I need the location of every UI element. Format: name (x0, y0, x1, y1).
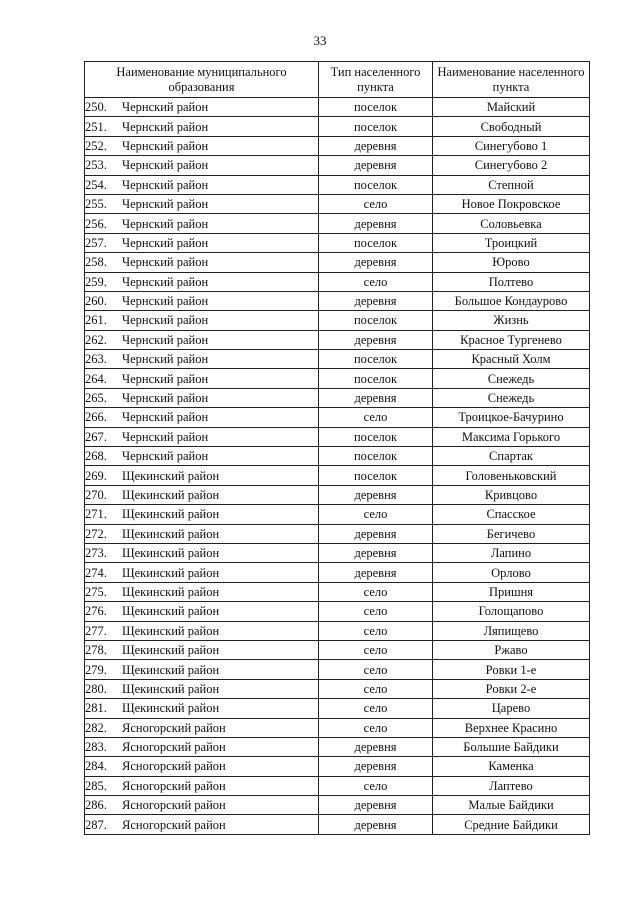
district-name: Щекинский район (122, 681, 220, 696)
municipality-cell (85, 640, 319, 659)
municipality-cell (85, 815, 319, 834)
municipality-cell (85, 156, 319, 175)
table-row (85, 233, 590, 252)
settlement-name-cell: Верхнее Красино (433, 718, 590, 737)
settlement-name-cell: Ржаво (433, 640, 590, 659)
table-row (85, 369, 590, 388)
table-row (85, 291, 590, 310)
district-name: Чернский район (122, 177, 209, 192)
municipality-cell (85, 427, 319, 446)
district-name: Щекинский район (122, 623, 220, 638)
row-number: 286. (85, 798, 107, 813)
settlement-name-cell: Большие Байдики (433, 737, 590, 756)
settlement-type-cell: деревня (319, 815, 433, 834)
table-row (85, 330, 590, 349)
settlement-name-cell: Ровки 2-е (433, 679, 590, 698)
municipality-cell (85, 757, 319, 776)
row-number: 266. (85, 410, 107, 425)
table-row (85, 815, 590, 834)
municipality-cell (85, 796, 319, 815)
settlement-type-cell: поселок (319, 233, 433, 252)
settlement-name-cell: Синегубово 1 (433, 136, 590, 155)
table-row (85, 485, 590, 504)
table-row (85, 136, 590, 155)
row-number: 260. (85, 294, 107, 309)
district-name: Чернский район (122, 449, 209, 464)
settlement-name-cell: Кривцово (433, 485, 590, 504)
settlement-name-cell: Бегичево (433, 524, 590, 543)
district-name: Чернский район (122, 138, 209, 153)
table-row (85, 776, 590, 795)
table-row (85, 350, 590, 369)
municipality-cell (85, 388, 319, 407)
settlement-name-cell: Полтево (433, 272, 590, 291)
municipality-cell (85, 737, 319, 756)
district-name: Ясногорский район (122, 759, 226, 774)
settlement-type-cell: село (319, 505, 433, 524)
settlement-type-cell: село (319, 776, 433, 795)
settlement-name-cell: Пришня (433, 582, 590, 601)
row-number: 275. (85, 584, 107, 599)
district-name: Щекинский район (122, 701, 220, 716)
district-name: Ясногорский район (122, 720, 226, 735)
row-number: 255. (85, 197, 107, 212)
district-name: Ясногорский район (122, 740, 226, 755)
table-row (85, 427, 590, 446)
table-header-row (85, 62, 590, 98)
municipality-cell (85, 117, 319, 136)
settlement-name-cell: Малые Байдики (433, 796, 590, 815)
header-settlement-name: Наименование населенного пункта (433, 62, 590, 98)
settlement-type-cell: село (319, 272, 433, 291)
settlement-type-cell: село (319, 194, 433, 213)
settlement-type-cell: деревня (319, 563, 433, 582)
district-name: Чернский район (122, 294, 209, 309)
district-name: Щекинский район (122, 604, 220, 619)
municipality-cell (85, 776, 319, 795)
table-row (85, 582, 590, 601)
settlement-name-cell: Спасское (433, 505, 590, 524)
settlement-type-cell: деревня (319, 485, 433, 504)
settlement-name-cell: Ровки 1-е (433, 660, 590, 679)
settlement-name-cell: Юрово (433, 253, 590, 272)
settlement-name-cell: Царево (433, 699, 590, 718)
district-name: Чернский район (122, 352, 209, 367)
settlement-type-cell: деревня (319, 291, 433, 310)
table-row (85, 796, 590, 815)
settlement-type-cell: село (319, 718, 433, 737)
settlement-name-cell: Троицкое-Бачурино (433, 408, 590, 427)
settlement-type-cell: поселок (319, 350, 433, 369)
table-row (85, 543, 590, 562)
district-name: Щекинский район (122, 526, 220, 541)
district-name: Чернский район (122, 197, 209, 212)
settlement-name-cell: Лаптево (433, 776, 590, 795)
settlement-type-cell: деревня (319, 388, 433, 407)
settlement-type-cell: село (319, 602, 433, 621)
row-number: 262. (85, 332, 107, 347)
row-number: 267. (85, 429, 107, 444)
settlement-name-cell: Новое Покровское (433, 194, 590, 213)
row-number: 257. (85, 235, 107, 250)
district-name: Чернский район (122, 391, 209, 406)
municipality-cell (85, 524, 319, 543)
settlement-type-cell: село (319, 679, 433, 698)
row-number: 283. (85, 740, 107, 755)
municipality-cell (85, 679, 319, 698)
settlement-type-cell: село (319, 582, 433, 601)
table-row (85, 699, 590, 718)
municipality-cell (85, 602, 319, 621)
row-number: 282. (85, 720, 107, 735)
settlement-type-cell: деревня (319, 136, 433, 155)
municipality-cell (85, 447, 319, 466)
municipality-cell (85, 291, 319, 310)
settlement-type-cell: поселок (319, 369, 433, 388)
row-number: 285. (85, 778, 107, 793)
district-name: Чернский район (122, 100, 209, 115)
district-name: Чернский район (122, 119, 209, 134)
settlement-type-cell: поселок (319, 175, 433, 194)
row-number: 274. (85, 565, 107, 580)
row-number: 271. (85, 507, 107, 522)
district-name: Щекинский район (122, 584, 220, 599)
settlement-type-cell: поселок (319, 311, 433, 330)
row-number: 250. (85, 100, 107, 115)
table-row (85, 660, 590, 679)
table-row (85, 253, 590, 272)
settlement-name-cell: Степной (433, 175, 590, 194)
district-name: Чернский район (122, 274, 209, 289)
district-name: Чернский район (122, 371, 209, 386)
municipality-cell (85, 369, 319, 388)
settlement-name-cell: Спартак (433, 447, 590, 466)
settlement-name-cell: Лапино (433, 543, 590, 562)
row-number: 263. (85, 352, 107, 367)
municipality-cell (85, 350, 319, 369)
table-row (85, 621, 590, 640)
settlement-name-cell: Красное Тургенево (433, 330, 590, 349)
table-row (85, 524, 590, 543)
table-row (85, 640, 590, 659)
table-body (85, 98, 590, 835)
row-number: 273. (85, 546, 107, 561)
row-number: 252. (85, 138, 107, 153)
district-name: Ясногорский район (122, 798, 226, 813)
settlement-type-cell: деревня (319, 757, 433, 776)
municipality-cell (85, 408, 319, 427)
table-row (85, 718, 590, 737)
municipality-cell (85, 214, 319, 233)
row-number: 276. (85, 604, 107, 619)
settlement-name-cell: Орлово (433, 563, 590, 582)
settlement-name-cell: Головеньковский (433, 466, 590, 485)
table-row (85, 117, 590, 136)
municipality-cell (85, 582, 319, 601)
municipality-cell (85, 563, 319, 582)
district-name: Чернский район (122, 313, 209, 328)
table-row (85, 98, 590, 117)
settlement-name-cell: Ляпищево (433, 621, 590, 640)
table-row (85, 311, 590, 330)
municipality-cell (85, 175, 319, 194)
municipality-cell (85, 98, 319, 117)
row-number: 253. (85, 158, 107, 173)
settlement-name-cell: Голощапово (433, 602, 590, 621)
district-name: Ясногорский район (122, 817, 226, 832)
municipality-cell (85, 466, 319, 485)
municipality-cell (85, 660, 319, 679)
settlement-type-cell: поселок (319, 427, 433, 446)
settlement-name-cell: Соловьевка (433, 214, 590, 233)
settlement-name-cell: Свободный (433, 117, 590, 136)
settlement-type-cell: поселок (319, 98, 433, 117)
settlement-name-cell: Большое Кондаурово (433, 291, 590, 310)
table-row (85, 214, 590, 233)
settlement-type-cell: поселок (319, 447, 433, 466)
settlement-type-cell: деревня (319, 156, 433, 175)
table-row (85, 679, 590, 698)
row-number: 256. (85, 216, 107, 231)
row-number: 254. (85, 177, 107, 192)
settlement-type-cell: село (319, 621, 433, 640)
municipality-cell (85, 699, 319, 718)
table-row (85, 447, 590, 466)
table-row (85, 737, 590, 756)
district-name: Щекинский район (122, 643, 220, 658)
settlement-type-cell: поселок (319, 466, 433, 485)
row-number: 270. (85, 488, 107, 502)
table-row (85, 466, 590, 485)
district-name: Ясногорский район (122, 778, 226, 793)
settlement-type-cell: село (319, 408, 433, 427)
table-row (85, 757, 590, 776)
row-number: 278. (85, 643, 107, 658)
table-row (85, 408, 590, 427)
table-row (85, 505, 590, 524)
settlement-type-cell: деревня (319, 796, 433, 815)
municipality-cell (85, 485, 319, 504)
table-row (85, 194, 590, 213)
district-name: Чернский район (122, 429, 209, 444)
district-name: Чернский район (122, 255, 209, 270)
settlement-name-cell: Майский (433, 98, 590, 117)
settlement-name-cell: Каменка (433, 757, 590, 776)
table-row (85, 175, 590, 194)
header-municipality: Наименование муниципального образования (85, 62, 319, 98)
row-number: 281. (85, 701, 107, 716)
municipality-cell (85, 194, 319, 213)
municipality-cell (85, 621, 319, 640)
settlement-type-cell: деревня (319, 253, 433, 272)
municipality-cell (85, 136, 319, 155)
settlements-table (84, 61, 590, 835)
row-number: 279. (85, 662, 107, 677)
district-name: Чернский район (122, 332, 209, 347)
municipality-cell (85, 505, 319, 524)
settlement-type-cell: деревня (319, 543, 433, 562)
row-number: 261. (85, 313, 107, 328)
header-settlement-type: Тип населенного пункта (319, 62, 433, 98)
settlement-name-cell: Троицкий (433, 233, 590, 252)
settlement-type-cell: деревня (319, 737, 433, 756)
municipality-cell (85, 543, 319, 562)
row-number: 251. (85, 119, 107, 134)
settlement-name-cell: Максима Горького (433, 427, 590, 446)
district-name: Щекинский район (122, 565, 220, 580)
table-row (85, 388, 590, 407)
table-row (85, 602, 590, 621)
settlement-name-cell: Снежедь (433, 369, 590, 388)
settlement-type-cell: деревня (319, 524, 433, 543)
table-row (85, 563, 590, 582)
settlement-type-cell: деревня (319, 214, 433, 233)
row-number: 272. (85, 526, 107, 541)
row-number: 284. (85, 759, 107, 774)
row-number: 265. (85, 391, 107, 406)
settlement-type-cell: село (319, 640, 433, 659)
settlement-name-cell: Синегубово 2 (433, 156, 590, 175)
row-number: 264. (85, 371, 107, 386)
row-number: 259. (85, 274, 107, 289)
district-name: Щекинский район (122, 507, 220, 522)
settlement-name-cell: Красный Холм (433, 350, 590, 369)
district-name: Чернский район (122, 158, 209, 173)
row-number: 268. (85, 449, 107, 464)
district-name: Чернский район (122, 410, 209, 425)
settlement-type-cell: село (319, 699, 433, 718)
municipality-cell (85, 330, 319, 349)
municipality-cell (85, 718, 319, 737)
settlement-name-cell: Снежедь (433, 388, 590, 407)
table-row (85, 272, 590, 291)
row-number: 258. (85, 255, 107, 270)
district-name: Чернский район (122, 216, 209, 231)
settlement-name-cell: Жизнь (433, 311, 590, 330)
row-number: 269. (85, 468, 107, 483)
municipality-cell (85, 233, 319, 252)
district-name: Чернский район (122, 235, 209, 250)
settlement-type-cell: поселок (319, 117, 433, 136)
row-number: 280. (85, 681, 107, 696)
table-row (85, 156, 590, 175)
settlement-name-cell: Средние Байдики (433, 815, 590, 834)
row-number: 287. (85, 817, 107, 832)
district-name: Щекинский район (122, 488, 220, 502)
row-number: 277. (85, 623, 107, 638)
district-name: Щекинский район (122, 468, 220, 483)
settlement-type-cell: село (319, 660, 433, 679)
municipality-cell (85, 311, 319, 330)
municipality-cell (85, 272, 319, 291)
municipality-cell (85, 253, 319, 272)
settlement-type-cell: деревня (319, 330, 433, 349)
page-number: 33 (313, 33, 327, 48)
district-name: Щекинский район (122, 546, 220, 561)
district-name: Щекинский район (122, 662, 220, 677)
